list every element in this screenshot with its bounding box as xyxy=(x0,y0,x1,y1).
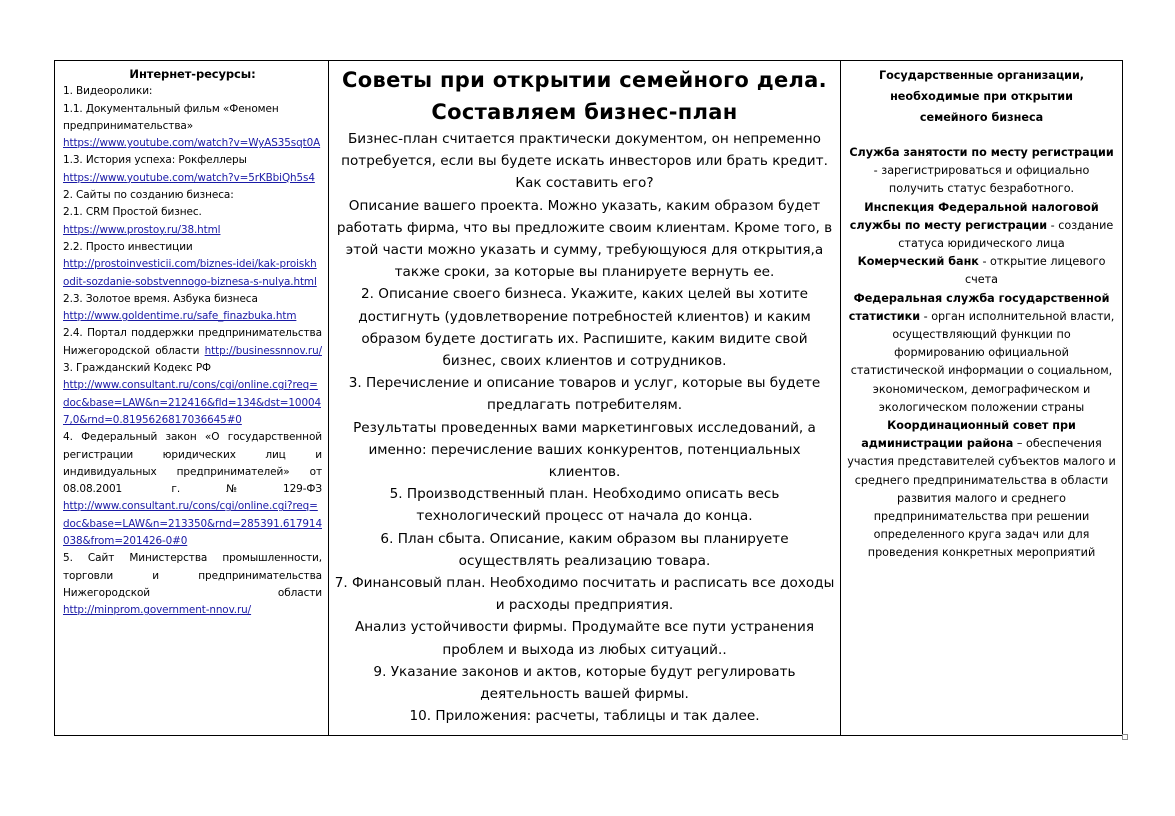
plan-item-7: 7. Финансовый план. Необходимо посчитать и расписать все доходы и расходы предприятия. xyxy=(334,575,835,614)
video1-link[interactable]: https://www.youtube.com/watch?v=WyAS35sqt0A xyxy=(63,137,321,150)
org3-desc: - открытие лицевого счета xyxy=(964,255,1106,287)
org-commercial-bank xyxy=(847,253,1116,289)
site3-link[interactable]: http://www.goldentime.ru/safe_finazbuka.htm xyxy=(63,310,297,323)
plan-item-2: 2. Описание своего бизнеса. Укажите, каких целей вы хотите достигнуть (удовлетворение потребностей клиентов) и каким образом будете достигать их. Распишите, каким видите свой бизнес, своих клиентов и сотрудников. xyxy=(358,286,811,370)
videos-label: 1. Видеоролики: xyxy=(63,85,153,98)
site1-title: 2.1. CRM Простой бизнес. xyxy=(63,206,202,219)
law1-title: 3. Гражданский Кодекс РФ xyxy=(63,362,211,375)
page-title-line1: Советы при открытии семейного дела. xyxy=(342,68,827,92)
org-coordination-council xyxy=(847,417,1116,563)
org-tax-inspection xyxy=(847,199,1116,254)
internet-resources-column xyxy=(55,61,329,735)
business-plan-column xyxy=(329,61,841,735)
site4-link[interactable]: http://businessnnov.ru/ xyxy=(204,344,322,357)
gov-organizations-heading: Государственные организации, необходимые при открытии семейного бизнеса xyxy=(878,69,1085,124)
site2-link[interactable]: http://prostoinvesticii.com/biznes-idei/kak-proiskhodit-sozdanie-sobstvennogo-biznesa-s-nulya.html xyxy=(63,258,317,288)
org-employment-service xyxy=(847,144,1116,199)
org2-desc: - создание статуса юридического лица xyxy=(898,218,1114,251)
plan-item-8: Анализ устойчивости фирмы. Продумайте все пути устранения проблем и выхода из любых ситуаций.. xyxy=(355,619,814,658)
plan-item-5: 5. Производственный план. Необходимо описать весь технологический процесс от начала до конца. xyxy=(389,486,780,525)
site1-link[interactable]: https://www.prostoy.ru/38.html xyxy=(63,223,221,236)
site2-title: 2.2. Просто инвестиции xyxy=(63,240,193,253)
plan-item-1: Описание вашего проекта. Можно указать, каким образом будет работать фирма, что вы предложите своим клиентам. Кроме того, в этой части можно указать и сумму, требующуюся для открытия,а также сроки, за которые вы планируете вернуть ее. xyxy=(336,197,833,281)
law2-title: 4. Федеральный закон «О государственной регистрации юридических лиц и индивидуальных предпринимателей» от 08.08.2001 г.№129-ФЗ xyxy=(63,431,322,496)
org5-desc: – обеспечения участия представителей субъектов малого и среднего предпринимательства в области развития малого и среднего предпринимательства при решении определенного круга задач или для проведения конкретных мероприятий xyxy=(847,437,1116,560)
plan-item-3: 3. Перечисление и описание товаров и услуг, которые вы будете предлагать потребителям. xyxy=(348,375,821,414)
page-title-line2: Составляем бизнес-план xyxy=(431,100,738,124)
plan-item-6: 6. План сбыта. Описание, каким образом вы планируете осуществлять реализацию товара. xyxy=(380,530,789,569)
table-resize-handle[interactable] xyxy=(1122,734,1128,740)
law2-link[interactable]: http://www.consultant.ru/cons/cgi/online.cgi?req=doc&base=LAW&n=213350&rnd=285391.617914038&from=201426-0#0 xyxy=(63,500,322,548)
gov-organizations-column xyxy=(841,61,1122,735)
site4-title: 2.4. Портал поддержки предпринимательства Нижегородской области xyxy=(63,327,322,357)
org2-name: Инспекция Федеральной налоговой службы по месту регистрации xyxy=(849,200,1099,232)
plan-item-4: Результаты проведенных вами маркетинговых исследований, а именно: перечисление ваших конкурентов, потенциальных клиентов. xyxy=(353,419,816,481)
org4-desc: - орган исполнительной власти, осуществляющий функции по формированию официальной статистической информации о социальном, экономическом, демографическом и экологическом положении страны xyxy=(850,309,1115,414)
law1-link[interactable]: http://www.consultant.ru/cons/cgi/online.cgi?req=doc&base=LAW&n=212416&fld=134&dst=100047,0&rnd=0.8195626817036645#0 xyxy=(63,379,321,426)
ministry-link[interactable]: http://minprom.government-nnov.ru/ xyxy=(63,604,252,617)
sites-label: 2. Сайты по созданию бизнеса: xyxy=(63,189,234,202)
org5-name: Координационный совет при администрации района xyxy=(861,419,1076,451)
org4-name: Федеральная служба государственной статистики xyxy=(848,291,1110,323)
intro-paragraph: Бизнес-план считается практически документом, он непременно потребуется, если вы будете искать инвесторов или брать кредит. Как составить его? xyxy=(341,131,828,192)
org1-name: Служба занятости по месту регистрации xyxy=(849,146,1114,159)
internet-resources-heading: Интернет-ресурсы: xyxy=(129,67,256,81)
ministry-title: 5. Сайт Министерства промышленности, торговли и предпринимательства Нижегородской области xyxy=(63,552,322,599)
plan-item-9: 9. Указание законов и актов, которые будут регулировать деятельность вашей фирмы. xyxy=(373,663,796,703)
video2-title: 1.3. История успеха: Рокфеллеры xyxy=(63,154,247,167)
video1-title: 1.1. Документальный фильм «Феномен предпринимательства» xyxy=(63,102,279,132)
document-table xyxy=(54,60,1123,736)
plan-item-10: 10. Приложения: расчеты, таблицы и так далее. xyxy=(409,708,760,725)
org1-desc: - зарегистрироваться и официально получить статус безработного. xyxy=(873,164,1090,196)
org-statistics-service xyxy=(847,290,1116,417)
org3-name: Комерческий банк xyxy=(857,255,979,269)
video2-link[interactable]: https://www.youtube.com/watch?v=5rKBbiQh5s4 xyxy=(63,171,315,184)
site3-title: 2.3. Золотое время. Азбука бизнеса xyxy=(63,292,258,305)
